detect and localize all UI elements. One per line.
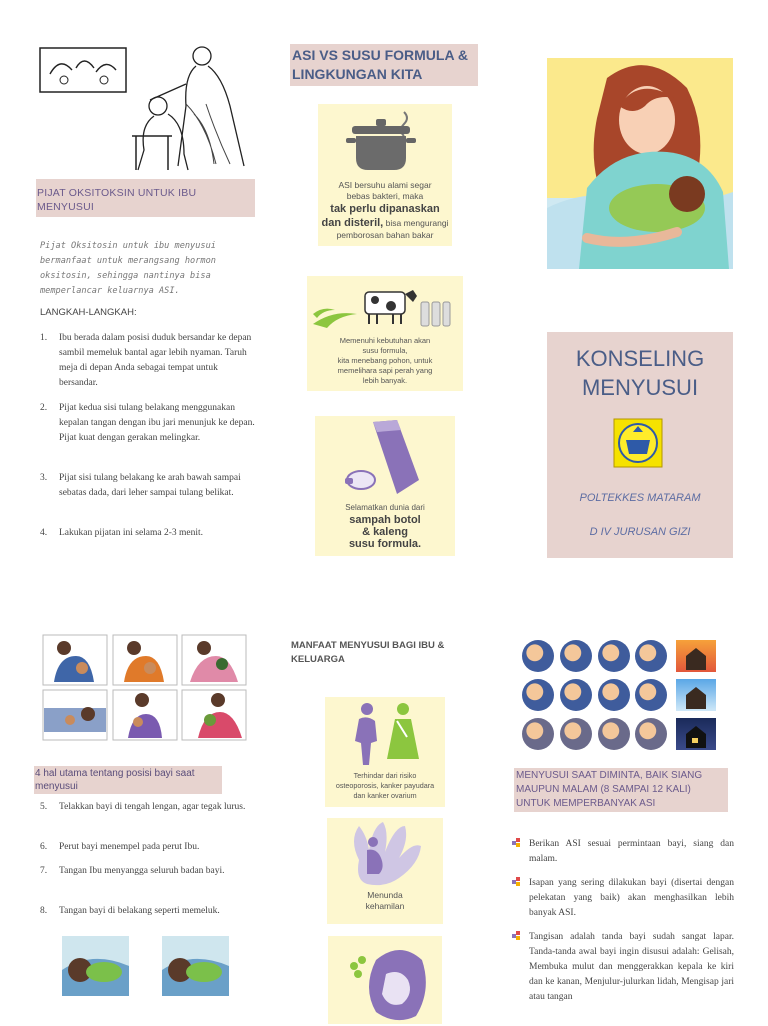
bottle-line-1: Selamatkan dunia dari xyxy=(345,503,425,512)
step-number: 6. xyxy=(40,842,48,852)
step-text: Ibu berada dalam posisi duduk bersandar ke depan sambil memeluk bantal agar lebih nyaman. Taruh meja di depan Anda sebagai tempat untuk bersandar. xyxy=(59,333,252,388)
cow-line-1: Memenuhi kebutuhan akan xyxy=(339,336,431,345)
osteo-line-2: osteoporosis, kanker payudara xyxy=(335,781,435,790)
step-number: 3. xyxy=(40,473,48,483)
bottle-line-2: sampah botol xyxy=(349,514,421,526)
feeding-circle xyxy=(560,718,592,750)
feeding-circle xyxy=(522,640,554,672)
cover-panel xyxy=(547,332,733,558)
feeding-circle xyxy=(560,640,592,672)
cow-line-5: lebih banyak. xyxy=(362,376,408,385)
bottle-caption xyxy=(315,502,455,550)
cover-title: KONSELING MENYUSUI xyxy=(575,346,705,400)
osteo-line-1: Terhindar dari risiko xyxy=(353,771,417,780)
feeding-bullet-3 xyxy=(512,930,734,1005)
osteo-line-3: dan kanker ovarium xyxy=(353,791,417,800)
institution-name: POLTEKKES MATARAM xyxy=(579,492,701,504)
house-day-icon xyxy=(676,679,716,711)
step-number: 4. xyxy=(40,528,48,538)
positions-title: 4 hal utama tentang posisi bayi saat menyusui xyxy=(35,768,195,792)
mother-baby-hug-icon xyxy=(336,940,436,1026)
feeding-circle xyxy=(635,679,667,711)
step-3 xyxy=(40,471,255,501)
step-number: 7. xyxy=(40,866,48,876)
step-text: Tangan Ibu menyangga seluruh badan bayi. xyxy=(59,866,225,876)
bullet-icon xyxy=(512,877,521,886)
bullet-text: Isapan yang sering dilakukan bayi (disertai dengan pelekatan yang baik) akan menghasilkan lebih banyak ASI. xyxy=(529,878,734,918)
hand-stop-pregnant-icon xyxy=(337,820,433,892)
feeding-title: MENYUSUI SAAT DIMINTA, BAIK SIANG MAUPUN MALAM (8 SAMPAI 12 KALI) UNTUK MEMPERBANYAK ASI xyxy=(516,770,703,809)
step-text: Lakukan pijatan ini selama 2-3 menit. xyxy=(59,528,204,538)
cooking-pot-icon xyxy=(344,108,424,174)
cow-caption xyxy=(307,336,463,386)
day-night-feeding-grid xyxy=(522,638,720,752)
feeding-circle xyxy=(522,679,554,711)
massage-title: PIJAT OKSITOKSIN UNTUK IBU MENYUSUI xyxy=(37,187,197,213)
feeding-circle xyxy=(635,640,667,672)
delay-line-1: Menunda xyxy=(367,890,403,900)
steps-heading: LANGKAH-LANGKAH: xyxy=(40,307,137,318)
step-text: Tangan bayi di belakang seperti memeluk. xyxy=(59,906,220,916)
cow-line-2: susu formula, xyxy=(362,346,408,355)
step-number: 1. xyxy=(40,333,48,343)
step-2 xyxy=(40,401,255,446)
step-number: 5. xyxy=(40,802,48,812)
feeding-title-band xyxy=(514,768,728,812)
pot-line-3: tak perlu dipanaskan xyxy=(330,203,440,215)
feeding-circle xyxy=(598,679,630,711)
pot-line-4 xyxy=(318,216,452,230)
breastfeeding-positions-grid xyxy=(42,634,248,742)
massage-illustration xyxy=(36,44,255,177)
mother-breastfeeding-illustration xyxy=(547,58,733,269)
cow-tree-bottles-icon xyxy=(311,280,451,330)
pot-line-5: pemborosan bahan bakar xyxy=(336,230,434,240)
bottle-line-4: susu formula. xyxy=(348,538,422,550)
bullet-text: Tangisan adalah tanda bayi sudah sangat lapar. Tanda-tanda awal bayi ingin disusui adalah: Gelisah, Membuka mulut dan menggerakkan kepala ke kiri dan ke kanan, Menjulur-julurkan lidah, Mengisap jari atau tangan xyxy=(529,932,734,1002)
feeding-circle xyxy=(560,679,592,711)
step-text: Perut bayi menempel pada perut Ibu. xyxy=(59,842,200,852)
asi-vs-formula-title-band xyxy=(290,44,478,86)
delay-line-2: kehamilan xyxy=(365,901,405,911)
feeding-circle xyxy=(598,718,630,750)
massage-intro: Pijat Oksitosin untuk ibu menyusui bermanfaat untuk merangsang hormon oksitosin, sehingga nantinya bisa memperlancar keluarnya ASI. xyxy=(40,241,216,296)
step-7 xyxy=(40,864,255,879)
osteoporosis-caption xyxy=(325,771,445,801)
position-photo-right xyxy=(162,936,229,996)
cow-line-4: memelihara sapi perah yang xyxy=(337,366,433,375)
pot-line-1: ASI bersuhu alami segar xyxy=(338,180,432,190)
feeding-bullet-1 xyxy=(512,837,734,867)
pot-card xyxy=(318,104,452,246)
step-5 xyxy=(40,800,255,815)
step-number: 2. xyxy=(40,403,48,413)
step-4 xyxy=(40,526,255,541)
feeding-circle xyxy=(522,718,554,750)
bottle-line-3: & kaleng xyxy=(362,526,408,538)
cow-card xyxy=(307,276,463,391)
house-sunset-icon xyxy=(676,640,716,672)
delay-pregnancy-card xyxy=(327,818,443,924)
bottle-card xyxy=(315,416,455,556)
position-photo-left xyxy=(62,936,129,996)
bullet-icon xyxy=(512,838,521,847)
pot-caption xyxy=(318,180,452,241)
bullet-icon xyxy=(512,931,521,940)
step-text: Pijat kedua sisi tulang belakang menggunakan kepalan tangan dengan ibu jari menunjuk ke depan. Pijat kuat dengan gerakan melingkar. xyxy=(59,403,255,443)
pot-line-4b: bisa mengurangi xyxy=(385,218,449,228)
delay-pregnancy-caption xyxy=(327,890,443,912)
house-night-icon xyxy=(676,718,716,750)
step-number: 8. xyxy=(40,906,48,916)
step-text: Telakkan bayi di tengah lengan, agar tegak lurus. xyxy=(59,802,246,812)
pot-line-4a: dan disteril, xyxy=(321,217,384,229)
milk-bottle-can-icon xyxy=(343,418,423,498)
step-8 xyxy=(40,904,255,919)
osteoporosis-card xyxy=(325,697,445,807)
positions-title-band xyxy=(34,766,222,794)
feeding-circle xyxy=(598,640,630,672)
bullet-text: Berikan ASI sesuai permintaan bayi, siang dan malam. xyxy=(529,839,734,864)
women-silhouettes-icon xyxy=(345,701,425,767)
step-1 xyxy=(40,331,255,391)
benefits-title: MANFAAT MENYUSUI BAGI IBU & KELUARGA xyxy=(291,640,445,665)
massage-title-band xyxy=(36,179,255,217)
feeding-circle xyxy=(635,718,667,750)
mother-baby-card xyxy=(328,936,442,1024)
asi-vs-formula-title: ASI VS SUSU FORMULA & LINGKUNGAN KITA xyxy=(292,47,469,82)
pot-line-2: bebas bakteri, maka xyxy=(346,191,424,201)
step-6 xyxy=(40,840,255,855)
feeding-bullet-2 xyxy=(512,876,734,921)
step-text: Pijat sisi tulang belakang ke arah bawah sampai sebatas dada, dari leher sampai tulang belikat. xyxy=(59,473,241,498)
department-name: D IV JURUSAN GIZI xyxy=(589,526,691,538)
poltekkes-logo-icon xyxy=(613,418,663,468)
cow-line-3: kita menebang pohon, untuk xyxy=(337,356,433,365)
